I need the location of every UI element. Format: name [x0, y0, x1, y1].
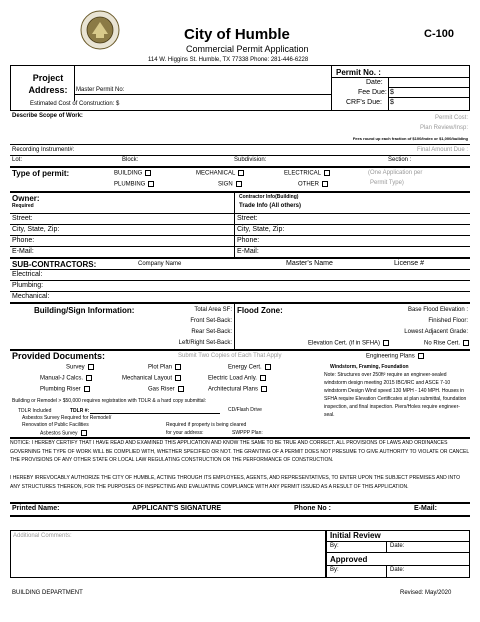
initial-review-label: Initial Review — [330, 531, 381, 540]
mech-layout-option[interactable]: Mechanical Layout — [122, 375, 181, 382]
company-name-header: Company Name — [138, 261, 182, 267]
renovation-label: Renovation of Public Facilities — [22, 422, 89, 428]
crf-due-value: $ — [390, 99, 394, 106]
approved-date-label: Date: — [390, 567, 405, 573]
sub-electrical: Electrical: — [12, 271, 43, 278]
estimated-cost-label: Estimated Cost of Construction: $ — [30, 101, 120, 107]
contractor-email: E-Mail: — [237, 248, 259, 255]
sign-option[interactable]: SIGN — [218, 181, 242, 188]
mechanical-option[interactable]: MECHANICAL — [196, 170, 244, 177]
sub-plumbing: Plumbing: — [12, 282, 44, 289]
lot-label: Lot: — [12, 157, 23, 163]
building-option[interactable]: BUILDING — [114, 170, 151, 177]
cd-flash-label: CD/Flash Drive — [228, 407, 262, 413]
electrical-option[interactable]: ELECTRICAL — [284, 170, 330, 177]
crf-due-label: CRF's Due: — [346, 99, 382, 106]
plumbing-option[interactable]: PLUMBING — [114, 181, 154, 188]
form-subtitle: Commercial Permit Application — [186, 44, 309, 54]
no-rise-checkbox[interactable] — [463, 340, 469, 346]
arch-plans-option[interactable]: Architectural Plans — [208, 386, 267, 393]
electric-load-option[interactable]: Electric Load Anly. — [208, 375, 266, 382]
block-label: Block: — [122, 157, 139, 163]
plumbing-riser-option[interactable]: Plumbing Riser — [40, 386, 90, 393]
manual-j-option[interactable]: Manual-J Calcs. — [40, 375, 92, 382]
license-header: License # — [394, 260, 424, 267]
master-name-header: Master's Name — [286, 260, 333, 267]
plumbing-riser-checkbox[interactable] — [84, 386, 90, 392]
recording-instrument-label: Recording Instrument#: — [12, 147, 75, 153]
windstorm-title: Windstorm, Framing, Foundation — [330, 364, 409, 370]
building-checkbox[interactable] — [145, 170, 151, 176]
contractor-phone: Phone: — [237, 237, 260, 244]
finished-floor-label: Finished Floor: — [428, 318, 468, 324]
gas-riser-checkbox[interactable] — [178, 386, 184, 392]
contractor-street: Street: — [237, 215, 258, 222]
elevation-cert-option[interactable]: Elevation Cert. (if in SFHA) — [308, 340, 389, 347]
base-flood-label: Base Flood Elevation : — [407, 307, 468, 313]
no-rise-option[interactable]: No Rise Cert. — [424, 340, 469, 347]
owner-label: Owner: — [12, 194, 40, 203]
permit-no-label: Permit No. : — [336, 68, 381, 77]
owner-required: Required — [12, 203, 34, 209]
asbestos-survey-checkbox[interactable] — [81, 430, 87, 436]
owner-street: Street: — [12, 215, 33, 222]
email-label: E-Mail: — [414, 505, 437, 512]
date-label: Date: — [366, 79, 383, 86]
mech-layout-checkbox[interactable] — [175, 375, 181, 381]
tdlr-number-label: TDLR #: — [70, 408, 90, 414]
footer-revised: Revised: May/2020 — [400, 590, 452, 596]
subcontractors-label: SUB-CONTRACTORS: — [12, 260, 97, 269]
city-seal-logo — [80, 10, 120, 50]
additional-comments-label: Additional Comments: — [13, 533, 72, 539]
asbestos-survey-option[interactable]: Asbestos Survey — [40, 430, 87, 436]
trade-info-label: Trade Info (All others) — [239, 203, 302, 209]
sub-mechanical: Mechanical: — [12, 293, 50, 300]
master-permit-label: Master Permit No: — [76, 87, 125, 93]
required-if-cleared: Required if property is being cleared — [166, 422, 247, 428]
other-checkbox[interactable] — [322, 181, 328, 187]
city-title: City of Humble — [184, 26, 290, 43]
city-address: 114 W. Higgins St. Humble, TX 77338 Phone: 281-446-6228 — [148, 57, 309, 63]
review-by-label: By: — [330, 543, 339, 549]
mechanical-checkbox[interactable] — [238, 170, 244, 176]
flood-zone-label: Flood Zone: — [237, 306, 283, 315]
electrical-checkbox[interactable] — [324, 170, 330, 176]
authorization-paragraph: I HEREBY IRREVOCABLY AUTHORIZE THE CITY OF HUMBLE, ACTING THROUGH ITS EMPLOYEES, AGENTS, AND REPRESENTATIVES, TO ENTER UPON THE SUBJECT PREMISES AND INTO ANY STRUCTURES THEREON, FOR THE PURPOSES OF INSPECTING AND EVALUATING COMPLIANCE WITH ANY PERMIT ISSUED AS A RESULT OF THIS APPLICATION. — [10, 475, 461, 490]
building-info-label: Building/Sign Information: — [34, 306, 135, 315]
energy-cert-checkbox[interactable] — [265, 364, 271, 370]
fee-due-value: $ — [390, 89, 394, 96]
submit-copies-note: Submit Two Copies of Each That Apply — [178, 353, 282, 359]
one-app-note: (One Application per — [368, 170, 423, 176]
side-setback-label: Left/Right Set-Back: — [178, 340, 232, 346]
engineering-plans-checkbox[interactable] — [418, 353, 424, 359]
owner-phone: Phone: — [12, 237, 35, 244]
form-number: C-100 — [424, 28, 454, 40]
section-label: Section : — [388, 157, 412, 163]
electric-load-checkbox[interactable] — [260, 375, 266, 381]
permit-type-label: Type of permit: — [12, 169, 70, 178]
documents-label: Provided Documents: — [12, 351, 106, 361]
review-date-label: Date: — [390, 543, 405, 549]
phone-no-label: Phone No : — [294, 505, 331, 512]
plan-review-label: Plan Review/Insp: — [419, 125, 468, 131]
energy-cert-option[interactable]: Energy Cert. — [228, 364, 271, 371]
other-option[interactable]: OTHER — [298, 181, 328, 188]
arch-plans-checkbox[interactable] — [261, 386, 267, 392]
subdivision-label: Subdivision: — [234, 157, 267, 163]
windstorm-note: Note: Structures over 250ft² require an engineer-sealed windstorm design meeting 2015 IBC/IRC and ASCE 7-10 windstorm Design Wind speed 130 MPH - 140 MPH. Houses in SFHA require Elevation Certificates at plan submittal, foundation inspection, and final inspection. Piers/Holes require engineer-seal. — [324, 372, 467, 418]
swppp-label: SWPPP Plan: — [232, 430, 263, 436]
plot-plan-option[interactable]: Plot Plan — [148, 364, 181, 371]
fees-note: Fees round up each fraction of $100/Index or $1,000/building — [352, 136, 468, 141]
scope-of-work-label: Describe Scope of Work: — [12, 113, 83, 119]
gas-riser-option[interactable]: Gas Riser — [148, 386, 184, 393]
asbestos-required-label: Asbestos Survey Required for Remodel/ — [22, 415, 112, 421]
tdlr-included-label: TDLR Included — [18, 408, 52, 414]
project-address-label: Project Address: — [28, 73, 68, 95]
fee-due-label: Fee Due: — [358, 89, 387, 96]
footer-department: BUILDING DEPARTMENT — [12, 590, 83, 596]
applicant-signature-label: APPLICANT'S SIGNATURE — [132, 505, 222, 512]
permit-type-note: Permit Type) — [370, 180, 404, 186]
plumbing-checkbox[interactable] — [148, 181, 154, 187]
survey-checkbox[interactable] — [88, 364, 94, 370]
plot-plan-checkbox[interactable] — [175, 364, 181, 370]
for-your-address: for your address: — [166, 430, 204, 436]
manual-j-checkbox[interactable] — [86, 375, 92, 381]
printed-name-label: Printed Name: — [12, 505, 60, 512]
owner-city: City, State, Zip: — [12, 226, 60, 233]
elevation-cert-checkbox[interactable] — [383, 340, 389, 346]
engineering-plans-option[interactable]: Engineering Plans — [366, 353, 424, 360]
survey-option[interactable]: Survey — [66, 364, 94, 371]
final-amount-label: Final Amount Due : — [416, 147, 468, 153]
owner-email: E-Mail: — [12, 248, 34, 255]
rear-setback-label: Rear Set-Back: — [191, 329, 232, 335]
approved-by-label: By: — [330, 567, 339, 573]
total-area-label: Total Area SF: — [194, 307, 232, 313]
contractor-label: Contractor Info(Building) — [239, 194, 299, 200]
contractor-city: City, State, Zip: — [237, 226, 285, 233]
front-setback-label: Front Set-Back: — [190, 318, 232, 324]
notice-paragraph: NOTICE: I HEREBY CERTIFY THAT I HAVE READ AND EXAMINED THIS APPLICATION AND KNOW THE SAME TO BE TRUE AND CORRECT. ALL PROVISIONS OF LAWS AND ORDINANCES GOVERNING THE TYPE OF WORK WILL BE COMPLIED WITH, WHETHER SPECIFIED OR NOT. THE GRANTING OF A PERMIT DOES NOT PRESUME TO GIVE AUTHORITY TO VIOLATE OR CANCEL THE PROVISIONS OF ANY OTHER STATE OR LOCAL LAW REGULATING CONSTRUCTION OR THE PERFORMANCE OF CONSTRUCTION. — [10, 440, 469, 463]
remodel-note: Building or Remodel > $50,000 requires registration with TDLR & a hard copy submittal: — [12, 398, 207, 404]
approved-label: Approved — [330, 555, 368, 564]
lowest-grade-label: Lowest Adjacent Grade: — [404, 329, 468, 335]
permit-cost-label: Permit Cost: — [434, 115, 468, 121]
sign-checkbox[interactable] — [236, 181, 242, 187]
